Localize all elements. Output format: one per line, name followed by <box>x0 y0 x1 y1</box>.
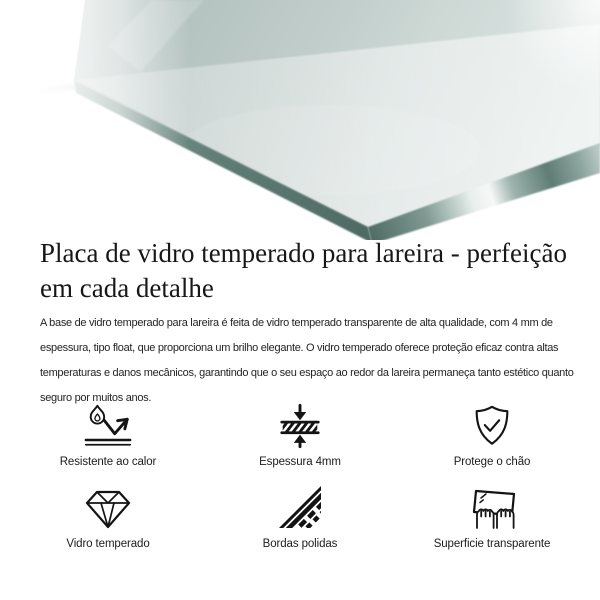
feature-polished-edges <box>204 484 396 550</box>
feature-floor-protection <box>396 402 588 468</box>
product-image-glass-plate <box>0 0 600 240</box>
feature-tempered-glass <box>12 484 204 550</box>
feature-grid <box>12 402 588 550</box>
diamond-icon <box>84 484 132 532</box>
feature-transparent-surface <box>396 484 588 550</box>
page-title: Placa de vidro temperado para lareira - perfeição em cada detalhe <box>40 238 567 303</box>
feature-label: Bordas polidas <box>262 538 338 550</box>
feature-label: Superficie transparente <box>433 538 551 550</box>
hands-holding-glass-icon <box>464 484 520 532</box>
glass-plate-illustration <box>0 0 600 240</box>
polished-edges-icon <box>276 484 324 532</box>
feature-label: Vidro temperado <box>66 538 150 550</box>
thickness-4mm-icon <box>275 402 325 450</box>
shield-check-icon <box>469 402 515 450</box>
heat-resistant-icon <box>83 402 133 450</box>
feature-heat-resistant <box>12 402 204 468</box>
feature-thickness <box>204 402 396 468</box>
feature-label: Resistente ao calor <box>59 456 157 468</box>
feature-label: Espessura 4mm <box>259 456 341 468</box>
product-description: A base de vidro temperado para lareira é feita de vidro temperado transparente de alta qualidade, com 4 mm de espessura, tipo float, que proporciona um brilho elegante. O vidro temperado oferece proteção eficaz contra altas temperaturas e danos mecânicos, garantindo que o seu espaço ao redor da lareira permaneça tanto estético quanto seguro por muitos anos. <box>40 317 574 404</box>
feature-label: Protege o chão <box>453 456 531 468</box>
